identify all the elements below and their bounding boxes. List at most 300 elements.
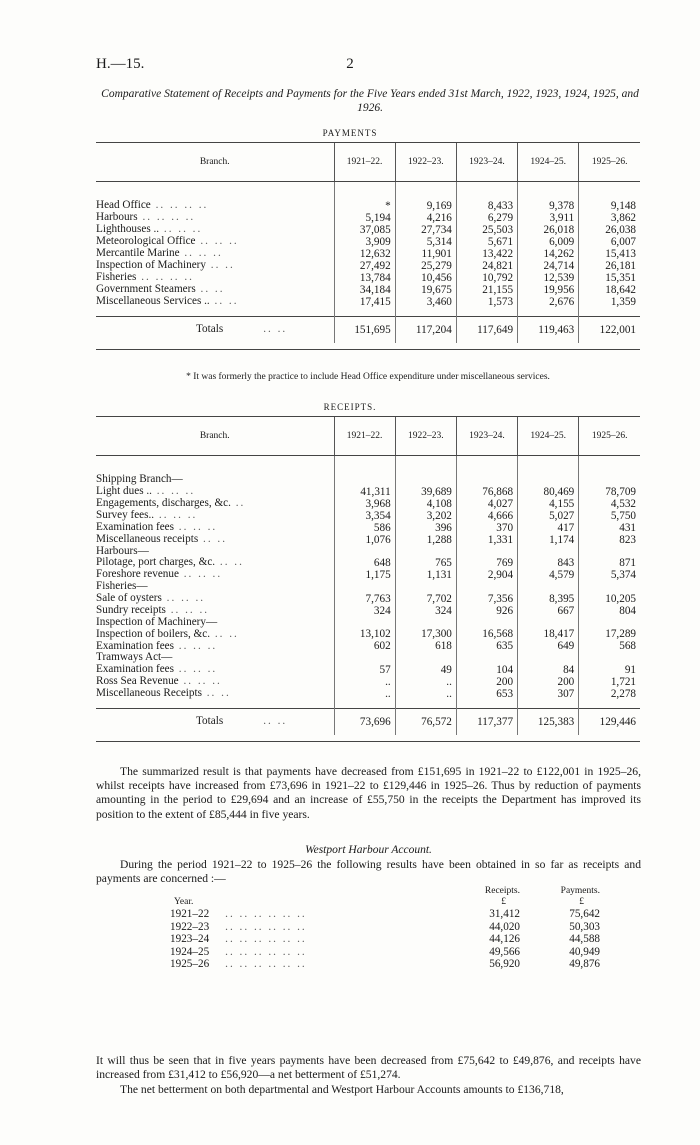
payments-row-value: 12,632 <box>334 248 395 260</box>
receipts-row-label-text: Shipping Branch— <box>96 474 183 485</box>
payments-row-value: 19,956 <box>518 284 579 296</box>
receipts-row-label-text: Light dues .. <box>96 485 152 497</box>
page-number: 2 <box>346 56 354 72</box>
payments-row-value: 26,038 <box>579 224 640 236</box>
receipts-row-value: 653 <box>456 688 517 700</box>
payments-row-leader-dots: .. .. .. .. <box>137 212 196 224</box>
receipts-row-value: 5,027 <box>518 510 579 522</box>
payments-row-label <box>96 200 334 212</box>
payments-header-row <box>96 143 640 182</box>
receipts-row-value: 91 <box>579 664 640 676</box>
receipts-row-value: 568 <box>579 640 640 652</box>
receipts-end-rule-cell <box>518 735 579 742</box>
receipts-row <box>96 628 640 640</box>
receipts-row-value <box>579 617 640 629</box>
westport-row-leader-dots: .. .. .. .. .. .. <box>225 933 307 945</box>
payments-row-label-text: Meteorological Office <box>96 236 196 248</box>
westport-row-leader-dots: .. .. .. .. .. .. <box>225 945 307 958</box>
receipts-row <box>96 676 640 688</box>
westport-payments-unit: £ <box>579 897 584 907</box>
payments-table <box>96 142 640 350</box>
westport-row <box>170 958 600 971</box>
payments-row-value: 15,351 <box>579 272 640 284</box>
receipts-row-value: 3,354 <box>334 510 395 522</box>
westport-row-receipts: 56,920 <box>489 958 520 970</box>
payments-col-year: 1925–26. <box>579 143 640 182</box>
payments-row-value: 25,503 <box>456 224 517 236</box>
payments-row <box>96 296 640 308</box>
statement-title: Comparative Statement of Receipts and Payments for the Five Years ended 31st March, 1922, 1923, 1924, 1925, and 1926. <box>101 88 639 114</box>
westport-col-receipts-label: Receipts. <box>484 886 520 896</box>
receipts-row-label <box>96 498 334 510</box>
receipts-spacer-row <box>96 456 640 475</box>
receipts-row-label-text: Sale of oysters <box>96 592 162 604</box>
receipts-row-value <box>579 546 640 558</box>
receipts-row-label-text: Miscellaneous receipts <box>96 533 199 545</box>
receipts-row-value: 7,356 <box>456 593 517 605</box>
receipts-row <box>96 640 640 652</box>
receipts-end-rule-cell <box>96 735 334 742</box>
payments-row-label-text: Fisheries <box>96 272 137 284</box>
receipts-row-leader-dots: .. .. .. <box>173 640 218 652</box>
payments-row <box>96 284 640 296</box>
receipts-pad-cell <box>456 700 517 709</box>
payments-row-value: 9,169 <box>395 200 456 212</box>
receipts-row-value: 7,763 <box>334 593 395 605</box>
westport-row-payments: 49,876 <box>569 958 600 970</box>
receipts-row-value: 3,202 <box>395 510 456 522</box>
payments-spacer-cell <box>395 182 456 201</box>
receipts-total-value: 73,696 <box>334 708 395 735</box>
westport-row-year <box>170 921 440 934</box>
payments-col-year: 1922–23. <box>395 143 456 182</box>
payments-row-value: 8,433 <box>456 200 517 212</box>
receipts-totals-label-text: Totals <box>196 715 224 728</box>
receipts-row-value <box>456 617 517 629</box>
westport-row-year <box>170 946 440 959</box>
receipts-row-label <box>96 628 334 640</box>
payments-row-value: 1,359 <box>579 296 640 308</box>
receipts-row-label <box>96 569 334 581</box>
receipts-row <box>96 546 640 558</box>
document-reference: H.—15. <box>96 56 145 72</box>
receipts-row-value: 5,374 <box>579 569 640 581</box>
payments-row-leader-dots: .. .. .. .. <box>150 200 209 212</box>
payments-spacer-cell <box>518 182 579 201</box>
receipts-row-value <box>395 581 456 593</box>
receipts-row-label-text: Examination fees <box>96 663 174 676</box>
receipts-row-value: 804 <box>579 605 640 617</box>
payments-row-value: 13,784 <box>334 272 395 284</box>
receipts-row-value: 17,300 <box>395 628 456 640</box>
receipts-row-value <box>518 652 579 664</box>
receipts-row-value: 41,311 <box>334 486 395 498</box>
westport-row-year <box>170 908 440 921</box>
receipts-spacer-cell <box>96 456 334 475</box>
payments-end-rule-cell <box>456 343 517 350</box>
payments-pad-cell <box>395 308 456 317</box>
receipts-row-value: 635 <box>456 640 517 652</box>
payments-row-value: 6,009 <box>518 236 579 248</box>
westport-row-year-text: 1922–23 <box>170 920 210 933</box>
payments-end-rule <box>96 343 640 350</box>
payments-col-branch: Branch. <box>96 143 334 182</box>
receipts-row-label-text: Miscellaneous Receipts <box>96 687 202 700</box>
payments-spacer-cell <box>96 182 334 201</box>
payments-row-label-text: Government Steamers <box>96 284 196 296</box>
receipts-total-value: 76,572 <box>395 708 456 735</box>
receipts-row-label-text: Inspection of boilers, &c. <box>96 628 211 640</box>
payments-row-label <box>96 212 334 224</box>
payments-row-value: 19,675 <box>395 284 456 296</box>
receipts-row-label-text: Foreshore revenue <box>96 569 179 581</box>
receipts-row-label <box>96 652 334 664</box>
payments-total-value: 117,649 <box>456 317 517 344</box>
receipts-row-label <box>96 640 334 652</box>
receipts-row-value: 49 <box>395 664 456 676</box>
payments-row <box>96 200 640 212</box>
payments-row-leader-dots: .. .. <box>195 284 225 296</box>
westport-col-receipts <box>440 886 520 908</box>
payments-row <box>96 260 640 272</box>
payments-row-value: 26,181 <box>579 260 640 272</box>
westport-col-payments <box>520 886 600 908</box>
payments-total-value: 151,695 <box>334 317 395 344</box>
payments-row-value: 17,415 <box>334 296 395 308</box>
receipts-header-row <box>96 417 640 456</box>
receipts-row-leader-dots: .. .. <box>201 687 231 700</box>
payments-row-label-text: Harbours <box>96 212 138 224</box>
payments-row <box>96 212 640 224</box>
receipts-row-value: .. <box>395 676 456 688</box>
payments-row-label-text: Mercantile Marine <box>96 248 180 260</box>
payments-pad-cell <box>96 308 334 317</box>
payments-totals-dots: .. .. <box>263 323 288 336</box>
receipts-row-value <box>456 581 517 593</box>
payments-row-value: 11,901 <box>395 248 456 260</box>
receipts-row-value: 765 <box>395 557 456 569</box>
payments-end-rule-cell <box>518 343 579 350</box>
westport-row <box>170 921 600 934</box>
payments-row-value: 24,714 <box>518 260 579 272</box>
westport-row-leader-dots: .. .. .. .. .. .. <box>225 908 307 920</box>
receipts-row-value: 200 <box>518 676 579 688</box>
receipts-row-leader-dots: .. .. .. <box>154 509 198 521</box>
receipts-row-label <box>96 534 334 546</box>
receipts-section-title: RECEIPTS. <box>323 402 377 412</box>
receipts-row-value: 84 <box>518 664 579 676</box>
receipts-row <box>96 617 640 629</box>
receipts-col-year: 1925–26. <box>579 417 640 456</box>
westport-row <box>170 908 600 921</box>
receipts-row-value: 10,205 <box>579 593 640 605</box>
receipts-row-leader-dots: .. .. <box>210 628 239 640</box>
receipts-table <box>96 416 640 742</box>
receipts-row-leader-dots: .. .. .. <box>161 592 206 604</box>
payments-row-value: * <box>334 200 395 212</box>
receipts-row-value <box>395 474 456 486</box>
receipts-row-value <box>579 474 640 486</box>
receipts-row-value: 39,689 <box>395 486 456 498</box>
payments-row-label-text: Inspection of Machinery <box>96 260 206 272</box>
receipts-row-value: 769 <box>456 557 517 569</box>
payments-end-rule-cell <box>96 343 334 350</box>
payments-col-year: 1923–24. <box>456 143 517 182</box>
receipts-row-label-text: Sundry receipts <box>96 604 166 616</box>
receipts-row-label <box>96 593 334 605</box>
receipts-totals-row <box>96 708 640 735</box>
payments-total-value: 122,001 <box>579 317 640 344</box>
receipts-row-value <box>395 652 456 664</box>
payments-row-value: 1,573 <box>456 296 517 308</box>
payments-row-value: 5,314 <box>395 236 456 248</box>
receipts-row-value <box>334 652 395 664</box>
receipts-end-rule-cell <box>395 735 456 742</box>
receipts-row-label-text: Pilotage, port charges, &c. <box>96 557 216 569</box>
receipts-row-value: 2,904 <box>456 569 517 581</box>
westport-intro: During the period 1921–22 to 1925–26 the following results have been obtained in so far as receipts and payments are concerned :— <box>96 858 641 886</box>
receipts-row-label <box>96 581 334 593</box>
receipts-row-label-text: Harbours— <box>96 545 149 557</box>
payments-spacer-cell <box>334 182 395 201</box>
payments-row-value: 3,862 <box>579 212 640 224</box>
receipts-row-value: 307 <box>518 688 579 700</box>
payments-end-rule-cell <box>334 343 395 350</box>
payments-totals-label <box>96 317 334 344</box>
receipts-row-label <box>96 688 334 700</box>
receipts-row-value <box>334 617 395 629</box>
receipts-row-value <box>395 617 456 629</box>
payments-row-label <box>96 272 334 284</box>
payments-footnote: * It was formerly the practice to include Head Office expenditure under miscellaneous services. <box>186 372 550 382</box>
westport-row-payments: 40,949 <box>569 945 600 958</box>
westport-row-year-text: 1923–24 <box>170 933 210 945</box>
receipts-row-value: .. <box>395 688 456 700</box>
receipts-row-label <box>96 664 334 676</box>
payments-row-label <box>96 248 334 260</box>
westport-row-leader-dots: .. .. .. .. .. .. <box>225 958 307 970</box>
payments-spacer-cell <box>456 182 517 201</box>
receipts-row-leader-dots: .. .. .. <box>178 569 223 581</box>
receipts-totals-label <box>96 708 334 735</box>
payments-row-value: 37,085 <box>334 224 395 236</box>
payments-row-leader-dots: .. .. .. <box>159 224 203 236</box>
receipts-row-label <box>96 522 334 534</box>
receipts-row <box>96 652 640 664</box>
receipts-row-value <box>518 581 579 593</box>
receipts-row-value <box>456 652 517 664</box>
receipts-spacer-cell <box>518 456 579 475</box>
receipts-row-value: 618 <box>395 640 456 652</box>
payments-row-value: 9,148 <box>579 200 640 212</box>
payments-row-value: 13,422 <box>456 248 517 260</box>
westport-col-year: Year. <box>174 897 194 907</box>
payments-row-value: 34,184 <box>334 284 395 296</box>
receipts-row-value: 78,709 <box>579 486 640 498</box>
receipts-row-value <box>334 474 395 486</box>
receipts-row-value: 649 <box>518 640 579 652</box>
payments-row-value: 12,539 <box>518 272 579 284</box>
payments-totals-label-text: Totals <box>196 323 224 336</box>
receipts-row-value: 417 <box>518 522 579 534</box>
receipts-row-value: 843 <box>518 557 579 569</box>
payments-row-value: 26,018 <box>518 224 579 236</box>
receipts-row-label-text: Examination fees <box>96 521 174 533</box>
payments-row-value: 3,460 <box>395 296 456 308</box>
payments-row <box>96 236 640 248</box>
receipts-spacer-cell <box>579 456 640 475</box>
receipts-row-value <box>456 546 517 558</box>
westport-row-receipts: 44,126 <box>489 933 520 945</box>
receipts-row-value: 8,395 <box>518 593 579 605</box>
payments-end-rule-cell <box>395 343 456 350</box>
receipts-row <box>96 688 640 700</box>
receipts-row-label-text: Inspection of Machinery— <box>96 616 218 628</box>
receipts-row-value: 4,027 <box>456 498 517 510</box>
payments-row-leader-dots: .. .. .. <box>179 248 223 260</box>
payments-row-value: 5,671 <box>456 236 517 248</box>
payments-row-label <box>96 236 334 248</box>
receipts-row <box>96 664 640 676</box>
receipts-pad-row <box>96 700 640 709</box>
receipts-row <box>96 498 640 510</box>
receipts-row-label-text: Examination fees <box>96 640 174 652</box>
westport-row-year-text: 1924–25 <box>170 945 210 958</box>
receipts-row <box>96 569 640 581</box>
receipts-row-value <box>579 652 640 664</box>
payments-row-label <box>96 296 334 308</box>
payments-row-value: 4,216 <box>395 212 456 224</box>
receipts-row-label <box>96 546 334 558</box>
receipts-pad-cell <box>334 700 395 709</box>
westport-row-year <box>170 933 440 946</box>
payments-col-year: 1924–25. <box>518 143 579 182</box>
receipts-row-value: 926 <box>456 605 517 617</box>
receipts-row-value: 667 <box>518 605 579 617</box>
westport-title: Westport Harbour Account. <box>305 844 432 856</box>
receipts-row <box>96 534 640 546</box>
receipts-row-leader-dots: .. .. .. <box>173 521 218 533</box>
receipts-row-value: 1,131 <box>395 569 456 581</box>
receipts-row-value <box>518 546 579 558</box>
receipts-row-value <box>395 546 456 558</box>
receipts-row-value <box>518 474 579 486</box>
receipts-row-value: 4,579 <box>518 569 579 581</box>
receipts-row-value: 823 <box>579 534 640 546</box>
receipts-row-value: 13,102 <box>334 628 395 640</box>
payments-totals-row <box>96 317 640 344</box>
receipts-row-leader-dots: .. <box>230 497 246 509</box>
receipts-row-value: 3,968 <box>334 498 395 510</box>
payments-row-label <box>96 284 334 296</box>
payments-row-value: 21,155 <box>456 284 517 296</box>
westport-row-payments: 75,642 <box>569 908 600 920</box>
receipts-row-value: 431 <box>579 522 640 534</box>
summary-paragraph: The summarized result is that payments have decreased from £151,695 in 1921–22 to £122,001 in 1925–26, whilst receipts have increased from £73,696 in 1921–22 to £129,446 in 1925–26. Thus by reduction of payments amounting in the period to £29,694 and an increase of £55,750 in the receipts the Department has improved its position to the extent of £85,444 in five years. <box>96 765 641 821</box>
westport-row <box>170 933 600 946</box>
receipts-row <box>96 581 640 593</box>
receipts-row-value: 4,666 <box>456 510 517 522</box>
receipts-row-value: 17,289 <box>579 628 640 640</box>
receipts-col-year: 1921–22. <box>334 417 395 456</box>
payments-row-value: 6,279 <box>456 212 517 224</box>
westport-row-year-text: 1925–26 <box>170 958 210 970</box>
payments-pad-row <box>96 308 640 317</box>
westport-row-payments: 50,303 <box>569 920 600 933</box>
receipts-row-leader-dots: .. .. .. <box>165 604 210 616</box>
payments-pad-cell <box>518 308 579 317</box>
receipts-row-value: 1,076 <box>334 534 395 546</box>
payments-row-value: 2,676 <box>518 296 579 308</box>
receipts-row-value: 18,417 <box>518 628 579 640</box>
receipts-row-value <box>334 546 395 558</box>
payments-row-leader-dots: .. .. <box>205 260 235 272</box>
payments-row-value: 5,194 <box>334 212 395 224</box>
payments-row-leader-dots: .. .. <box>209 296 239 308</box>
receipts-row-label-text: Fisheries— <box>96 581 148 593</box>
receipts-row-value <box>456 474 517 486</box>
receipts-row <box>96 510 640 522</box>
receipts-pad-cell <box>395 700 456 709</box>
receipts-row <box>96 486 640 498</box>
westport-conclusion: It will thus be seen that in five years payments have been decreased from £75,642 to £49,876, and receipts have increased from £31,412 to £56,920—a net betterment of £51,274. <box>96 1054 641 1082</box>
payments-row-label-text: Head Office <box>96 200 151 212</box>
net-betterment-paragraph: The net betterment on both departmental and Westport Harbour Accounts amounts to £136,718, <box>120 1083 564 1096</box>
receipts-row-value: 602 <box>334 640 395 652</box>
receipts-row-leader-dots: .. .. .. <box>173 663 218 676</box>
payments-end-rule-cell <box>579 343 640 350</box>
payments-row-value: 15,413 <box>579 248 640 260</box>
receipts-row-value: 324 <box>395 605 456 617</box>
receipts-row <box>96 593 640 605</box>
receipts-spacer-cell <box>395 456 456 475</box>
payments-row-label-text: Lighthouses .. <box>96 224 160 236</box>
receipts-row-value: 1,331 <box>456 534 517 546</box>
payments-section-title: PAYMENTS <box>322 128 378 138</box>
receipts-row-value: 4,532 <box>579 498 640 510</box>
payments-row-value: 18,642 <box>579 284 640 296</box>
payments-row-label <box>96 260 334 272</box>
receipts-row-value: 871 <box>579 557 640 569</box>
payments-row-value: 14,262 <box>518 248 579 260</box>
receipts-row-value: 5,750 <box>579 510 640 522</box>
receipts-row-value: 1,174 <box>518 534 579 546</box>
receipts-row-value: 200 <box>456 676 517 688</box>
payments-row-leader-dots: .. .. .. .. <box>136 272 194 284</box>
payments-col-year: 1921–22. <box>334 143 395 182</box>
receipts-end-rule <box>96 735 640 742</box>
receipts-pad-cell <box>579 700 640 709</box>
receipts-row-value: 16,568 <box>456 628 517 640</box>
receipts-row-value: 396 <box>395 522 456 534</box>
receipts-row-leader-dots: .. .. <box>198 533 227 545</box>
receipts-row-label <box>96 605 334 617</box>
receipts-row-value: .. <box>334 688 395 700</box>
payments-row-value: 24,821 <box>456 260 517 272</box>
receipts-end-rule-cell <box>334 735 395 742</box>
receipts-row-label-text: Engagements, discharges, &c. <box>96 497 231 509</box>
receipts-row-value: 57 <box>334 664 395 676</box>
westport-row-payments: 44,588 <box>569 933 600 945</box>
receipts-row-label-text: Ross Sea Revenue <box>96 675 179 688</box>
payments-row <box>96 272 640 284</box>
payments-row-value: 25,279 <box>395 260 456 272</box>
receipts-pad-cell <box>518 700 579 709</box>
receipts-row-label <box>96 557 334 569</box>
receipts-row-label-text: Tramways Act— <box>96 652 173 664</box>
receipts-total-value: 129,446 <box>579 708 640 735</box>
receipts-row <box>96 522 640 534</box>
